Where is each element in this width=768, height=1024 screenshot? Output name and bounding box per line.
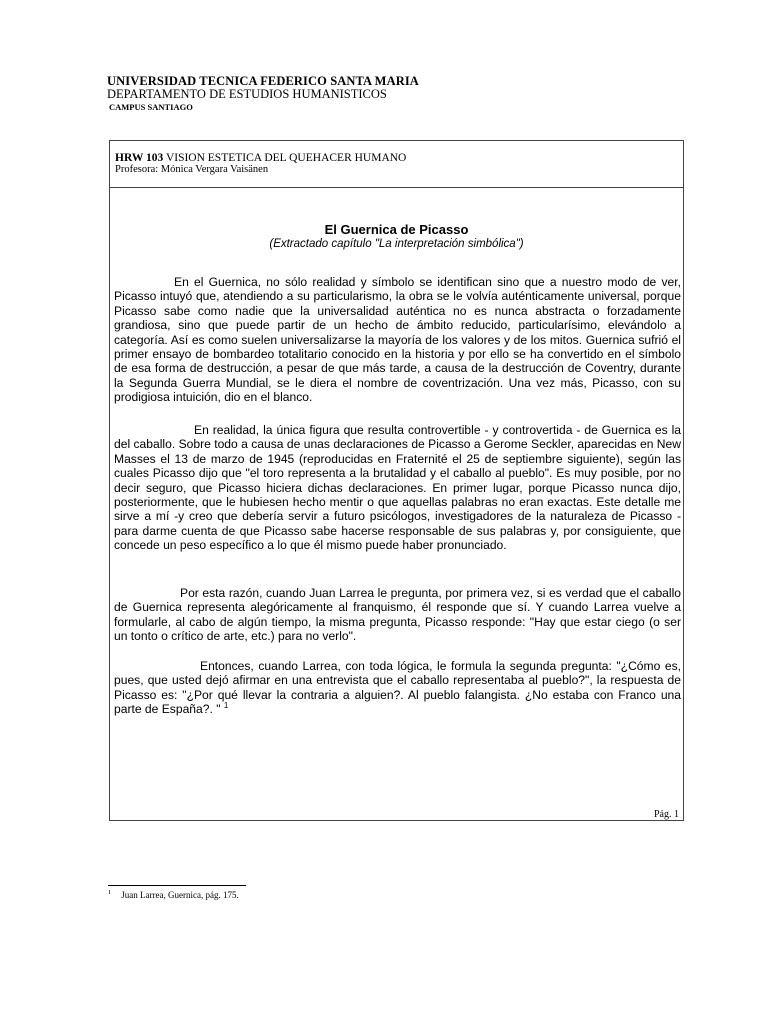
course-name: VISION ESTETICA DEL QUEHACER HUMANO bbox=[165, 152, 407, 164]
paragraph-3: Por esta razón, cuando Juan Larrea le pregunta, por primera vez, si es verdad que el caballo de Guernica representa alegóricamente al franquismo, él responde que sí. Y cuando Larrea vuelve a formularle, al cabo de algún tiempo, la misma pregunta, Picasso responde: "Hay que estar ciego (o ser un tonto o crítico de arte, etc.) para no verlo". bbox=[114, 586, 681, 644]
paragraph-4 bbox=[114, 659, 681, 717]
footnote bbox=[108, 889, 239, 901]
footnote-number: 1 bbox=[108, 889, 112, 896]
department-name: DEPARTAMENTO DE ESTUDIOS HUMANISTICOS bbox=[107, 87, 387, 101]
content-frame bbox=[109, 140, 684, 821]
document-header bbox=[107, 75, 419, 114]
university-name: UNIVERSIDAD TECNICA FEDERICO SANTA MARIA bbox=[107, 74, 419, 88]
article-title: El Guernica de Picasso bbox=[324, 222, 469, 237]
page-number: Pág. 1 bbox=[654, 809, 679, 820]
professor-name: Profesora: Mónica Vergara Vaisänen bbox=[115, 164, 269, 175]
article-subtitle: (Extractado capítulo "La interpretación simbólica") bbox=[269, 238, 524, 250]
course-code: HRW 103 bbox=[115, 152, 164, 164]
footnote-text: Juan Larrea, Guernica, pág. 175. bbox=[121, 890, 239, 900]
paragraph-1: En el Guernica, no sólo realidad y símbolo se identifican sino que a nuestro modo de ver, Picasso intuyó que, atendiendo a su particularismo, la obra se le volvía auténticamente universal, porque Picasso sabe como nadie que la universalidad auténtica no es nunca abstracta o forzadamente grandiosa, sino que puede partir de un hecho de ámbito reducido, particularísimo, elevándolo a categoría. Así es como suelen universalizarse la mayoría de los valores y de los mitos. Guernica sufrió el primer ensayo de bombardeo totalitario conocido en la historia y por ello se ha convertido en el símbolo de esa forma de destrucción, a pesar de que más tarde, a causa de la destrucción de Coventry, durante la Segunda Guerra Mundial, se le diera el nombre de coventrización. Una vez más, Picasso, con su prodigiosa intuición, dio en el blanco. bbox=[114, 275, 681, 405]
paragraph-2: En realidad, la única figura que resulta controvertible - y controvertida - de Guernica es la del caballo. Sobre todo a causa de unas declaraciones de Picasso a Gerome Seckler, aparecidas en New Masses el 13 de marzo de 1945 (reproducidas en Fraternité el 25 de septiembre siguiente), según las cuales Picasso dijo que "el toro representa a la brutalidad y el caballo al pueblo". Es muy posible, por no decir seguro, que Picasso hiciera dichas declaraciones. En primer lugar, porque Picasso nunca dijo, posteriormente, que le hubiesen hecho mentir o que aquellas palabras no eran exactas. Este detalle me sirve a mí -y creo que debería servir a futuro psicólogos, investigadores de la naturaleza de Picasso - para darme cuenta de que Picasso sabe hacerse responsable de sus palabras y, por consiguiente, que concede un peso específico a lo que él mismo puede haber pronunciado. bbox=[114, 423, 681, 553]
footnote-reference[interactable]: 1 bbox=[223, 701, 229, 711]
paragraph-4-text: Entonces, cuando Larrea, con toda lógica, le formula la segunda pregunta: "¿Cómo es, pues, que usted dejó afirmar en una entrevista que el caballo representaba al pueblo?", la respuesta de Picasso es: "¿Por qué llevar la contraria a alguien?. Al pueblo falangista. ¿No estaba con Franco una parte de España?. " bbox=[114, 659, 681, 717]
campus-name: CAMPUS SANTIAGO bbox=[109, 102, 193, 112]
course-info bbox=[110, 141, 683, 188]
footnote-divider bbox=[108, 885, 246, 886]
